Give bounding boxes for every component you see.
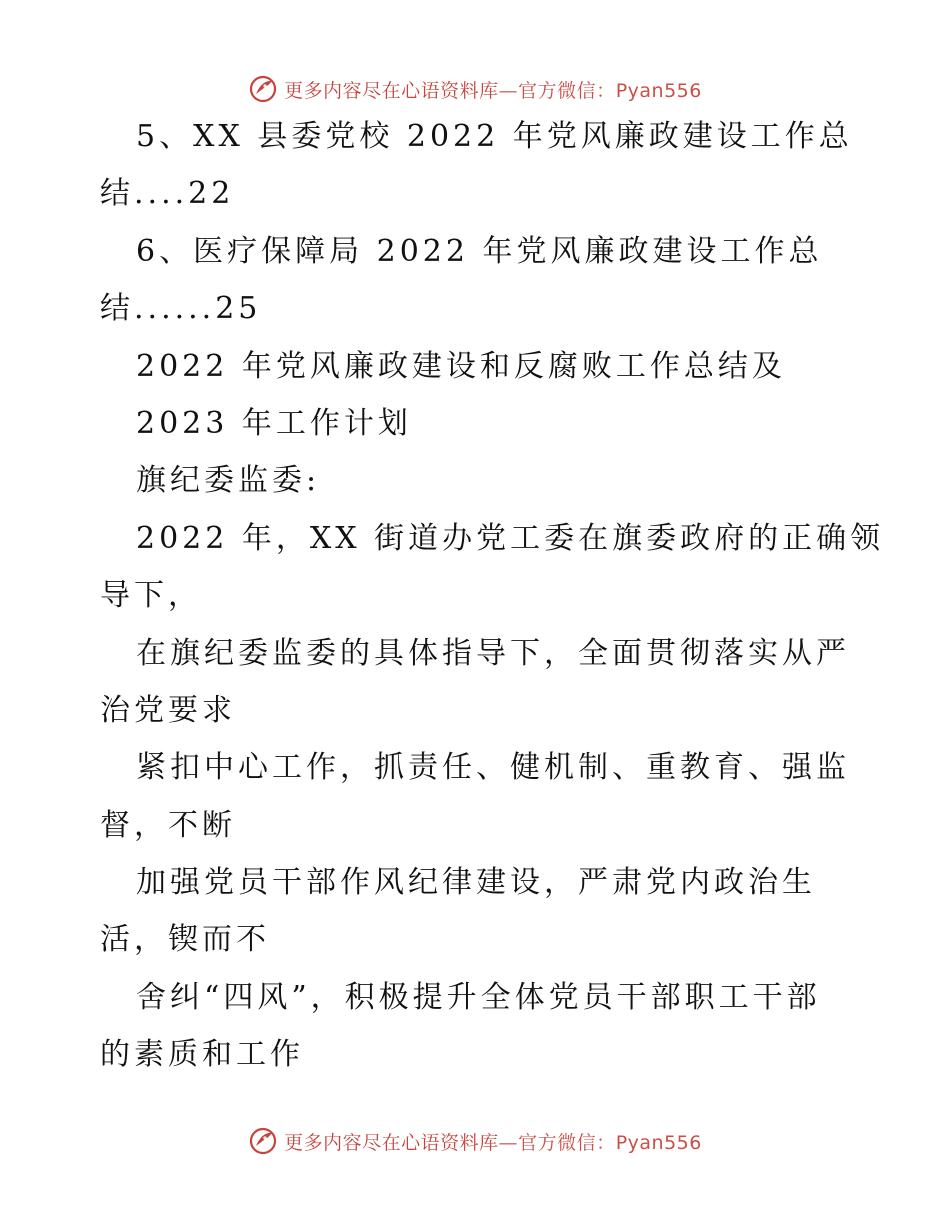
pen-nib-logo-icon [248, 1126, 278, 1156]
document-line: 的素质和工作 [100, 1037, 304, 1073]
document-line: 2022 年党风廉政建设和反腐败工作总结及 [136, 348, 786, 384]
footer-watermark [0, 1124, 950, 1158]
watermark-text: 更多内容尽在心语资料库—官方微信：Pyan556 [284, 1131, 702, 1154]
document-line: 2022 年，XX 街道办党工委在旗委政府的正确领 [136, 520, 885, 556]
document-line: 旗纪委监委: [136, 463, 321, 499]
document-line: 在旗纪委监委的具体指导下，全面贯彻落实从严 [136, 635, 850, 671]
document-line: 治党要求 [100, 692, 236, 728]
header-watermark [0, 72, 950, 106]
document-body [100, 119, 885, 1098]
document-line: 结......25 [100, 291, 262, 327]
document-line: 结....22 [100, 176, 235, 212]
document-line: 督，不断 [100, 807, 236, 843]
document-line: 活，锲而不 [100, 922, 270, 958]
document-line: 导下， [100, 578, 202, 614]
document-line: 5、XX 县委党校 2022 年党风廉政建设工作总 [136, 119, 853, 154]
watermark-text: 更多内容尽在心语资料库—官方微信：Pyan556 [284, 79, 702, 102]
document-line: 加强党员干部作风纪律建设，严肃党内政治生 [136, 865, 816, 901]
pen-nib-logo-icon [248, 74, 278, 104]
document-line: 6、医疗保障局 2022 年党风廉政建设工作总 [136, 233, 823, 269]
document-line: 紧扣中心工作，抓责任、健机制、重教育、强监 [136, 750, 850, 786]
document-line: 2023 年工作计划 [136, 405, 412, 441]
document-line: 舍纠“四风”，积极提升全体党员干部职工干部 [136, 979, 821, 1015]
